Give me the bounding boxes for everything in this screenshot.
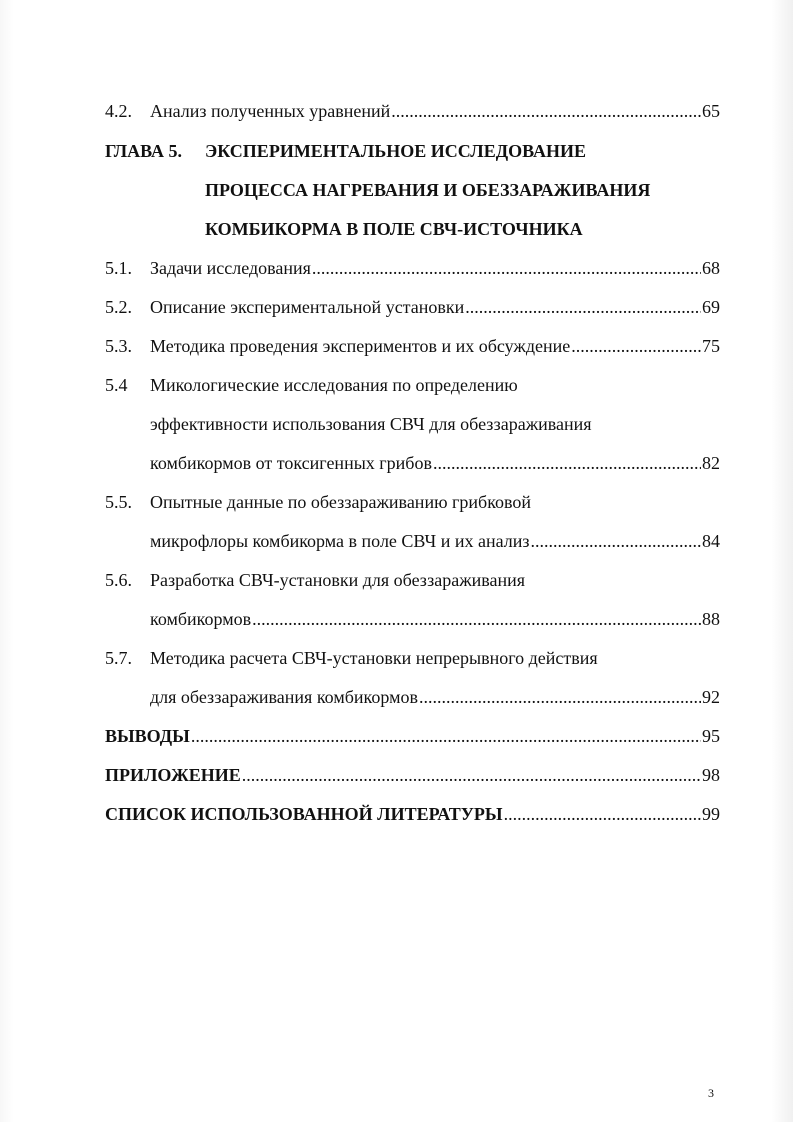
toc-entry-title: Методика проведения экспериментов и их обсуждение bbox=[150, 336, 571, 356]
toc-entry-5-1 bbox=[105, 254, 720, 282]
dot-leader bbox=[391, 97, 701, 125]
toc-entry-number: 5.7. bbox=[105, 648, 132, 668]
page-number: 3 bbox=[708, 1086, 714, 1100]
toc-entry-page: 98 bbox=[702, 765, 720, 785]
toc-appendix bbox=[105, 761, 720, 789]
dot-leader bbox=[531, 527, 702, 555]
dot-leader bbox=[191, 722, 701, 750]
toc-entry-page: 95 bbox=[702, 726, 720, 746]
toc-entry-title-line: Методика расчета СВЧ-установки непрерывного действия bbox=[150, 648, 598, 668]
chapter-title-line: ЭКСПЕРИМЕНТАЛЬНОЕ ИССЛЕДОВАНИЕ bbox=[205, 141, 586, 161]
toc-entry-5-3 bbox=[105, 332, 720, 360]
toc-entry-4-2 bbox=[105, 97, 720, 125]
toc-entry-title-line: микрофлоры комбикорма в поле СВЧ и их анализ bbox=[150, 531, 530, 551]
chapter-title-line: КОМБИКОРМА В ПОЛЕ СВЧ-ИСТОЧНИКА bbox=[205, 219, 583, 239]
dot-leader bbox=[252, 605, 701, 633]
toc-entry-title-line: комбикормов от токсигенных грибов bbox=[150, 453, 432, 473]
toc-entry-title: Описание экспериментальной установки bbox=[150, 297, 465, 317]
toc-conclusions bbox=[105, 722, 720, 750]
toc-entry-page: 69 bbox=[702, 297, 720, 317]
chapter-title-line: ПРОЦЕССА НАГРЕВАНИЯ И ОБЕЗЗАРАЖИВАНИЯ bbox=[205, 180, 651, 200]
dot-leader bbox=[504, 800, 701, 828]
toc-entry-number: 4.2. bbox=[105, 101, 132, 121]
scan-edge-left bbox=[0, 0, 14, 1122]
toc-entry-title-line: Опытные данные по обеззараживанию грибковой bbox=[150, 492, 532, 512]
toc-entry-page: 68 bbox=[702, 258, 720, 278]
scan-edge-right bbox=[771, 0, 793, 1122]
toc-entry-page: 88 bbox=[702, 609, 720, 629]
toc-entry-page: 99 bbox=[702, 804, 720, 824]
toc-entry-number: 5.4 bbox=[105, 375, 128, 395]
toc-references bbox=[105, 800, 720, 828]
dot-leader bbox=[419, 683, 701, 711]
toc-entry-title: Задачи исследования bbox=[150, 258, 311, 278]
toc-entry-number: 5.6. bbox=[105, 570, 132, 590]
toc-entry-title-line: комбикормов bbox=[150, 609, 252, 629]
dot-leader bbox=[465, 293, 701, 321]
chapter-label: ГЛАВА 5. bbox=[105, 141, 183, 161]
toc-entry-title-line: Разработка СВЧ-установки для обеззараживания bbox=[150, 570, 526, 590]
toc-entry-title: СПИСОК ИСПОЛЬЗОВАННОЙ ЛИТЕРАТУРЫ bbox=[105, 804, 503, 824]
toc-entry-page: 82 bbox=[702, 453, 720, 473]
dot-leader bbox=[312, 254, 701, 282]
toc-entry-number: 5.1. bbox=[105, 258, 132, 278]
dot-leader bbox=[571, 332, 701, 360]
toc-entry-title-line: эффективности использования СВЧ для обеззараживания bbox=[150, 414, 592, 434]
toc-entry-number: 5.5. bbox=[105, 492, 132, 512]
toc-entry-number: 5.3. bbox=[105, 336, 132, 356]
toc-entry-title: ПРИЛОЖЕНИЕ bbox=[105, 765, 241, 785]
toc-entry-title: Анализ полученных уравнений bbox=[150, 101, 391, 121]
toc-entry-title-line: Микологические исследования по определению bbox=[150, 375, 518, 395]
toc-entry-page: 92 bbox=[702, 687, 720, 707]
toc-entry-page: 75 bbox=[702, 336, 720, 356]
toc-entry-page: 84 bbox=[702, 531, 720, 551]
dot-leader bbox=[433, 449, 701, 477]
toc-entry-page: 65 bbox=[702, 101, 720, 121]
toc-entry-5-2 bbox=[105, 293, 720, 321]
dot-leader bbox=[242, 761, 701, 789]
toc-entry-title-line: для обеззараживания комбикормов bbox=[150, 687, 418, 707]
toc-entry-number: 5.2. bbox=[105, 297, 132, 317]
toc-entry-title: ВЫВОДЫ bbox=[105, 726, 190, 746]
